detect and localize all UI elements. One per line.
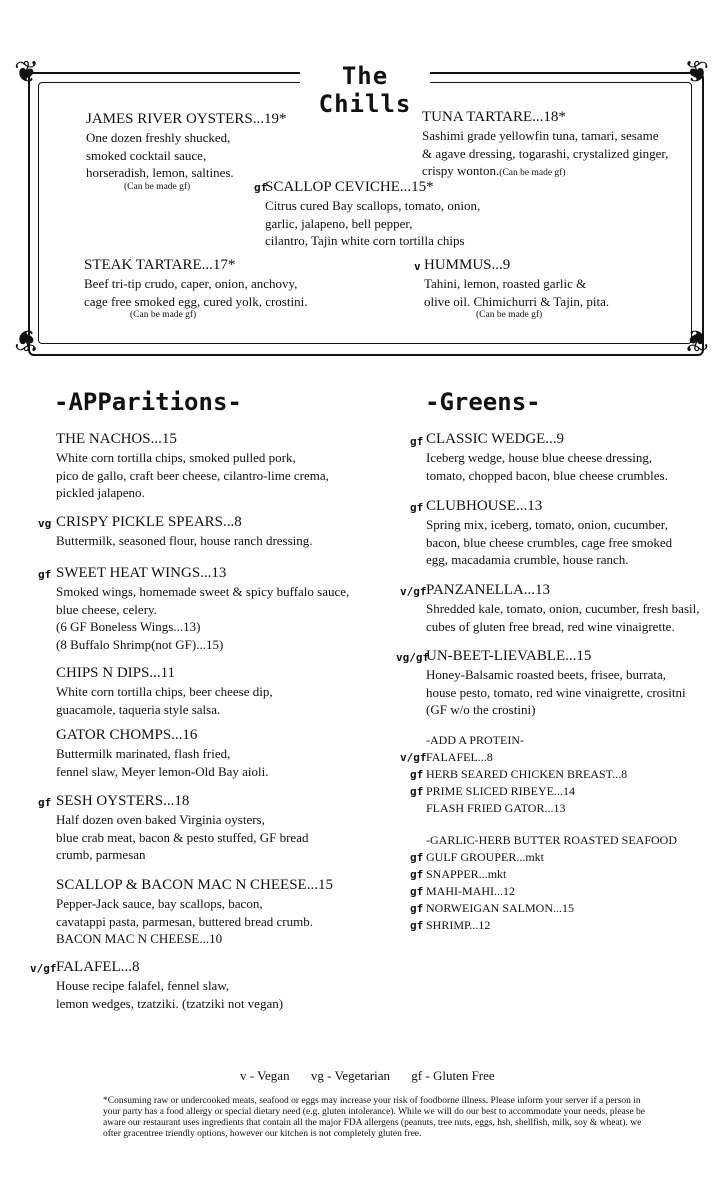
item-desc-line: blue crab meat, bacon & pesto stuffed, GF bread — [56, 829, 309, 845]
item-desc-line: fennel slaw, Meyer lemon-Old Bay aioli. — [56, 763, 269, 779]
item-desc-line: Pepper-Jack sauce, bay scallops, bacon, — [56, 896, 263, 911]
item-desc-line: guacamole, taqueria style salsa. — [56, 701, 221, 717]
seafood-item: SHRIMP...12 — [426, 918, 491, 932]
menu-item-james-river-oysters — [86, 110, 286, 192]
item-desc-line: White corn tortilla chips, smoked pulled pork, — [56, 450, 296, 465]
item-desc-line: BACON MAC N CHEESE...10 — [56, 931, 223, 946]
item-desc-line: Tahini, lemon, roasted garlic & — [424, 276, 587, 291]
menu-item-gator-chomps — [56, 726, 269, 780]
item-desc-text: crispy wonton. — [422, 163, 500, 178]
vegan-tag: v — [414, 260, 421, 273]
legend-gluten-free: gf - Gluten Free — [411, 1068, 495, 1083]
gluten-free-tag: gf — [410, 435, 424, 448]
item-desc-line: Spring mix, iceberg, tomato, onion, cucumber, — [426, 517, 668, 532]
dietary-legend — [240, 1068, 513, 1084]
item-desc-line: (GF w/o the crostini) — [426, 702, 536, 717]
item-desc-line: Citrus cured Bay scallops, tomato, onion, — [265, 198, 481, 213]
item-desc-line: crumb, parmesan — [56, 847, 146, 862]
item-desc-line: Buttermilk, seasoned flour, house ranch dressing. — [56, 533, 313, 548]
protein-item: FLASH FRIED GATOR...13 — [426, 801, 566, 815]
item-desc-line: (6 GF Boneless Wings...13) — [56, 619, 201, 634]
flourish-bottom-right-icon: ❦ — [684, 322, 710, 357]
menu-item-sweet-heat-wings — [56, 564, 349, 653]
vegan-gluten-free-tag: v/gf — [400, 585, 427, 598]
item-name: GATOR CHOMPS...16 — [56, 727, 198, 743]
item-name: SWEET HEAT WINGS...13 — [56, 565, 227, 581]
item-name: STEAK TARTARE...17* — [84, 257, 236, 273]
menu-item-falafel — [56, 958, 283, 1012]
flourish-top-right-icon: ❦ — [684, 55, 710, 90]
item-desc-line: One dozen freshly shucked, — [86, 130, 231, 145]
gluten-free-tag: gf — [410, 885, 424, 898]
gluten-free-tag: gf — [410, 785, 424, 798]
item-note: (Can be made gf) — [124, 181, 191, 192]
menu-item-scallop-ceviche — [265, 178, 480, 250]
item-name: CLUBHOUSE...13 — [426, 498, 543, 514]
item-name: TUNA TARTARE...18* — [422, 109, 566, 125]
item-desc-line: cilantro, Tajin white corn tortilla chips — [265, 233, 465, 248]
item-desc-line: egg, macadamia crumble, house ranch. — [426, 552, 629, 567]
item-name: HUMMUS...9 — [424, 257, 511, 273]
item-desc-line: Buttermilk marinated, flash fried, — [56, 746, 231, 761]
item-desc-line: cage free smoked egg, cured yolk, crostini. — [84, 293, 308, 309]
protein-item: PRIME SLICED RIBEYE...14 — [426, 784, 576, 798]
apparitions-title: -APParitions- — [54, 388, 242, 416]
item-name: CRISPY PICKLE SPEARS...8 — [56, 514, 242, 530]
gluten-free-tag: gf — [410, 902, 424, 915]
item-name: FALAFEL...8 — [56, 959, 140, 975]
seafood-item: NORWEIGAN SALMON...15 — [426, 901, 574, 915]
flourish-top-left-icon: ❦ — [14, 55, 40, 90]
item-name: PANZANELLA...13 — [426, 582, 551, 598]
chills-title: The Chills — [300, 62, 430, 118]
gluten-free-tag: gf — [410, 501, 424, 514]
menu-item-steak-tartare — [84, 256, 307, 320]
item-name: SESH OYSTERS...18 — [56, 793, 190, 809]
item-desc-line: pickled jalapeno. — [56, 485, 145, 500]
item-desc-line: White corn tortilla chips, beer cheese dip, — [56, 684, 273, 699]
item-desc-line: cubes of gluten free bread, red wine vinaigrette. — [426, 618, 675, 634]
gluten-free-tag: gf — [410, 768, 424, 781]
item-desc-line: Beef tri-tip crudo, caper, onion, anchovy, — [84, 276, 298, 291]
item-name: SCALLOP & BACON MAC N CHEESE...15 — [56, 877, 333, 893]
vegan-gluten-free-tag: v/gf — [30, 962, 57, 975]
item-note: (Can be made gf) — [499, 168, 566, 178]
item-name: THE NACHOS...15 — [56, 431, 177, 447]
item-desc-line: lemon wedges, tzatziki. (tzatziki not vegan) — [56, 995, 284, 1011]
vegetarian-gluten-free-tag: vg/gf — [396, 651, 430, 664]
menu-item-classic-wedge — [426, 430, 668, 484]
gluten-free-tag: gf — [410, 868, 424, 881]
menu-item-scallop-bacon-mac — [56, 876, 333, 948]
item-desc-line: tomato, chopped bacon, blue cheese crumbles. — [426, 467, 668, 483]
gluten-free-tag: gf — [410, 851, 424, 864]
item-desc-line: olive oil. Chimichurri & Tajin, pita. — [424, 293, 610, 309]
item-desc-line: horseradish, lemon, saltines. — [86, 165, 234, 180]
item-name: CHIPS N DIPS...11 — [56, 665, 176, 681]
seafood-item: MAHI-MAHI...12 — [426, 884, 515, 898]
menu-item-sesh-oysters — [56, 792, 308, 864]
item-desc-line: Shredded kale, tomato, onion, cucumber, fresh basil, — [426, 601, 700, 616]
legend-vegetarian: vg - Vegetarian — [310, 1068, 391, 1083]
item-desc-line: house pesto, tomato, red wine vinaigrette, crositni — [426, 684, 686, 700]
menu-item-chips-n-dips — [56, 664, 273, 718]
item-desc-line: smoked cocktail sauce, — [86, 147, 207, 163]
item-desc-line: & agave dressing, togarashi, crystalized ginger, — [422, 145, 669, 161]
item-desc-line: House recipe falafel, fennel slaw, — [56, 978, 230, 993]
item-note: (Can be made gf) — [476, 310, 543, 320]
item-name: CLASSIC WEDGE...9 — [426, 431, 565, 447]
menu-item-panzanella — [426, 581, 700, 635]
allergen-disclaimer: *Consuming raw or undercooked meats, seafood or eggs may increase your risk of foodborne illness. Please inform your server if a person in your party has a food allergy or special dietary need (e.g. gluten intolerance). While we will do our best to accommodate your needs, please be aware our restaurant uses ingredients that contain all the major FDA allergens (peanuts, tree nuts, eggs, hsh, shellfish, milk, soy & wheat). we ofter gracentree triendly options, however our kitchen is not completely gluten free. — [103, 1096, 646, 1139]
item-desc-line: cavatappi pasta, parmesan, buttered bread crumb. — [56, 913, 313, 929]
item-name: UN-BEET-LIEVABLE...15 — [426, 648, 592, 664]
gluten-free-tag: gf — [254, 181, 268, 194]
seafood-header: -GARLIC-HERB BUTTER ROASTED SEAFOOD — [426, 833, 678, 847]
gluten-free-tag: gf — [38, 568, 52, 581]
item-desc-line: Sashimi grade yellowfin tuna, tamari, sesame — [422, 128, 659, 143]
item-desc-line: Smoked wings, homemade sweet & spicy buffalo sauce, — [56, 584, 350, 599]
vegetarian-tag: vg — [38, 517, 52, 530]
seafood-item: SNAPPER...mkt — [426, 867, 507, 881]
item-name: SCALLOP CEVICHE...15* — [265, 179, 434, 195]
menu-item-nachos — [56, 430, 329, 502]
greens-title: -Greens- — [425, 388, 541, 416]
item-desc-line: Iceberg wedge, house blue cheese dressing, — [426, 450, 653, 465]
protein-item: HERB SEARED CHICKEN BREAST...8 — [426, 767, 628, 781]
item-desc-line: Honey-Balsamic roasted beets, frisee, burrata, — [426, 667, 667, 682]
item-desc-line: garlic, jalapeno, bell pepper, — [265, 215, 413, 231]
seafood-item: GULF GROUPER...mkt — [426, 850, 545, 864]
menu-item-crispy-pickle-spears — [56, 513, 313, 550]
menu-item-tuna-tartare — [422, 108, 668, 183]
flourish-bottom-left-icon: ❦ — [14, 322, 40, 357]
item-desc-line: pico de gallo, craft beer cheese, cilantro-lime crema, — [56, 467, 329, 483]
menu-item-clubhouse — [426, 497, 672, 569]
vegan-gluten-free-tag: v/gf — [400, 751, 427, 764]
item-desc-line: (8 Buffalo Shrimp(not GF)...15) — [56, 636, 224, 652]
legend-vegan: v - Vegan — [240, 1068, 290, 1083]
menu-item-un-beet-lievable — [426, 647, 686, 719]
item-desc-line: blue cheese, celery. — [56, 601, 157, 617]
item-desc-line: Half dozen oven baked Virginia oysters, — [56, 812, 265, 827]
menu-item-hummus — [424, 256, 609, 320]
item-note: (Can be made gf) — [130, 310, 197, 320]
protein-item: FALAFEL...8 — [426, 750, 493, 764]
item-name: JAMES RIVER OYSTERS...19* — [86, 111, 287, 127]
item-desc-line: bacon, blue cheese crumbles, cage free smoked — [426, 534, 673, 550]
protein-header: -ADD A PROTEIN- — [426, 733, 524, 747]
gluten-free-tag: gf — [410, 919, 424, 932]
gluten-free-tag: gf — [38, 796, 52, 809]
